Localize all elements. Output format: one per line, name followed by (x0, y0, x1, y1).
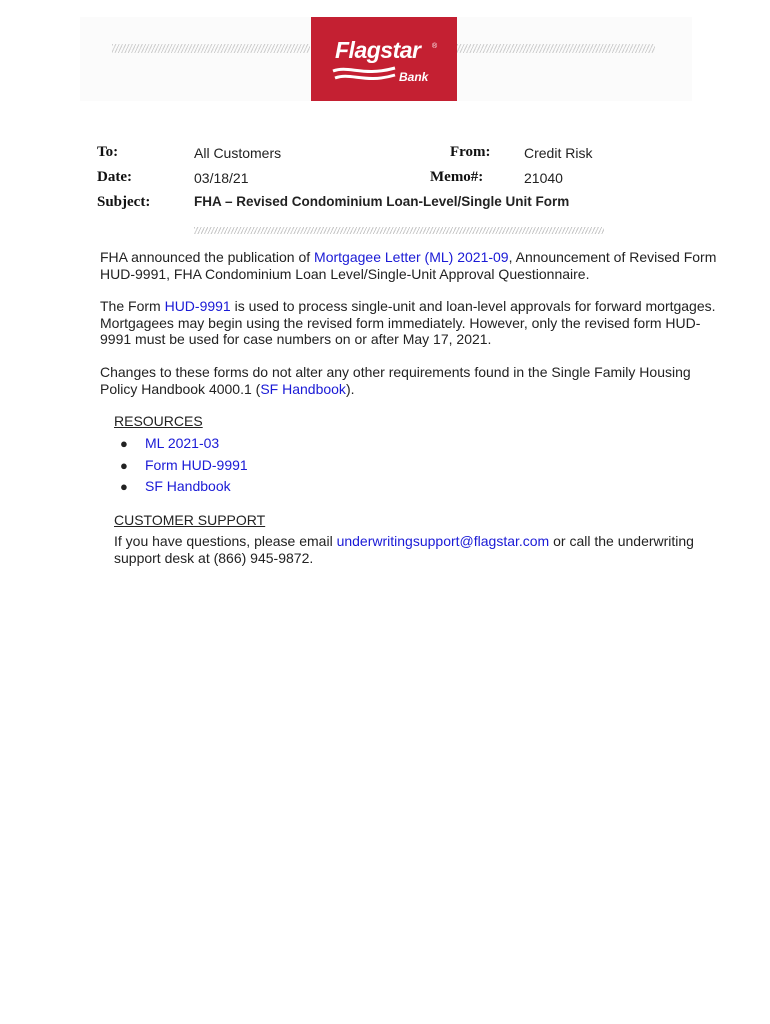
paragraph-text: The Form (100, 298, 165, 314)
list-item (114, 455, 248, 477)
subject-label: Subject: (97, 194, 151, 210)
memo-divider (194, 227, 604, 234)
flag-swoosh-icon (331, 65, 397, 85)
flagstar-logo (311, 17, 457, 101)
list-item (114, 476, 248, 498)
resource-link-ml[interactable]: ML 2021-03 (145, 435, 220, 451)
resource-link-handbook[interactable]: SF Handbook (145, 478, 231, 494)
support-text: or call the underwriting support desk at (866) 945-9872. (114, 533, 694, 566)
logo-wordmark: Flagstar (335, 37, 421, 63)
paragraph-changes (100, 364, 720, 397)
to-value: All Customers (194, 145, 282, 161)
memo-number-value: 21040 (524, 170, 563, 186)
bullet-icon: ● (120, 436, 128, 451)
support-text: If you have questions, please email (114, 533, 337, 549)
paragraph-text: is used to process single-unit and loan-level approvals for forward mortgages. Mortgagees may begin using the revised form immediately. However, only the revised form HUD-9991 must be used for case numbers on or after May 17, 2021. (100, 298, 716, 347)
resources-list (114, 433, 248, 498)
memo-number-label: Memo#: (430, 169, 484, 185)
logo-bank-text: Bank (399, 70, 429, 84)
paragraph-text: Changes to these forms do not alter any other requirements found in the Single Family Housing Policy Handbook 4000.1 ( (100, 364, 691, 397)
header-hatch-left (112, 44, 310, 53)
paragraph-text: ). (345, 380, 355, 397)
support-heading: CUSTOMER SUPPORT (114, 512, 266, 528)
bullet-icon: ● (120, 479, 128, 494)
logo-registered-mark: ® (432, 43, 438, 50)
sf-handbook-link[interactable]: SF Handbook (260, 380, 346, 397)
date-value: 03/18/21 (194, 170, 249, 186)
resources-heading: RESOURCES (114, 413, 203, 429)
paragraph-announcement (100, 249, 720, 282)
list-item (114, 433, 248, 455)
header-hatch-right (457, 44, 655, 53)
paragraph-text: , Announcement of Revised Form HUD-9991, FHA Condominium Loan Level/Single-Unit Approval Questionnaire. (100, 249, 717, 282)
support-paragraph (114, 533, 714, 567)
paragraph-text: FHA announced the publication of (100, 249, 315, 265)
resource-link-form[interactable]: Form HUD-9991 (145, 456, 248, 473)
to-label: To: (97, 144, 119, 160)
paragraph-form-usage (100, 298, 720, 348)
date-label: Date: (97, 169, 132, 185)
from-label: From: (450, 144, 491, 160)
from-value: Credit Risk (524, 145, 593, 161)
mortgagee-letter-link[interactable]: Mortgagee Letter (ML) 2021-09 (314, 249, 509, 265)
support-email-link[interactable]: underwritingsupport@flagstar.com (336, 533, 550, 549)
subject-value: FHA – Revised Condominium Loan-Level/Single Unit Form (194, 194, 570, 209)
hud-9991-link[interactable]: HUD-9991 (164, 298, 231, 314)
bullet-icon: ● (120, 457, 128, 473)
